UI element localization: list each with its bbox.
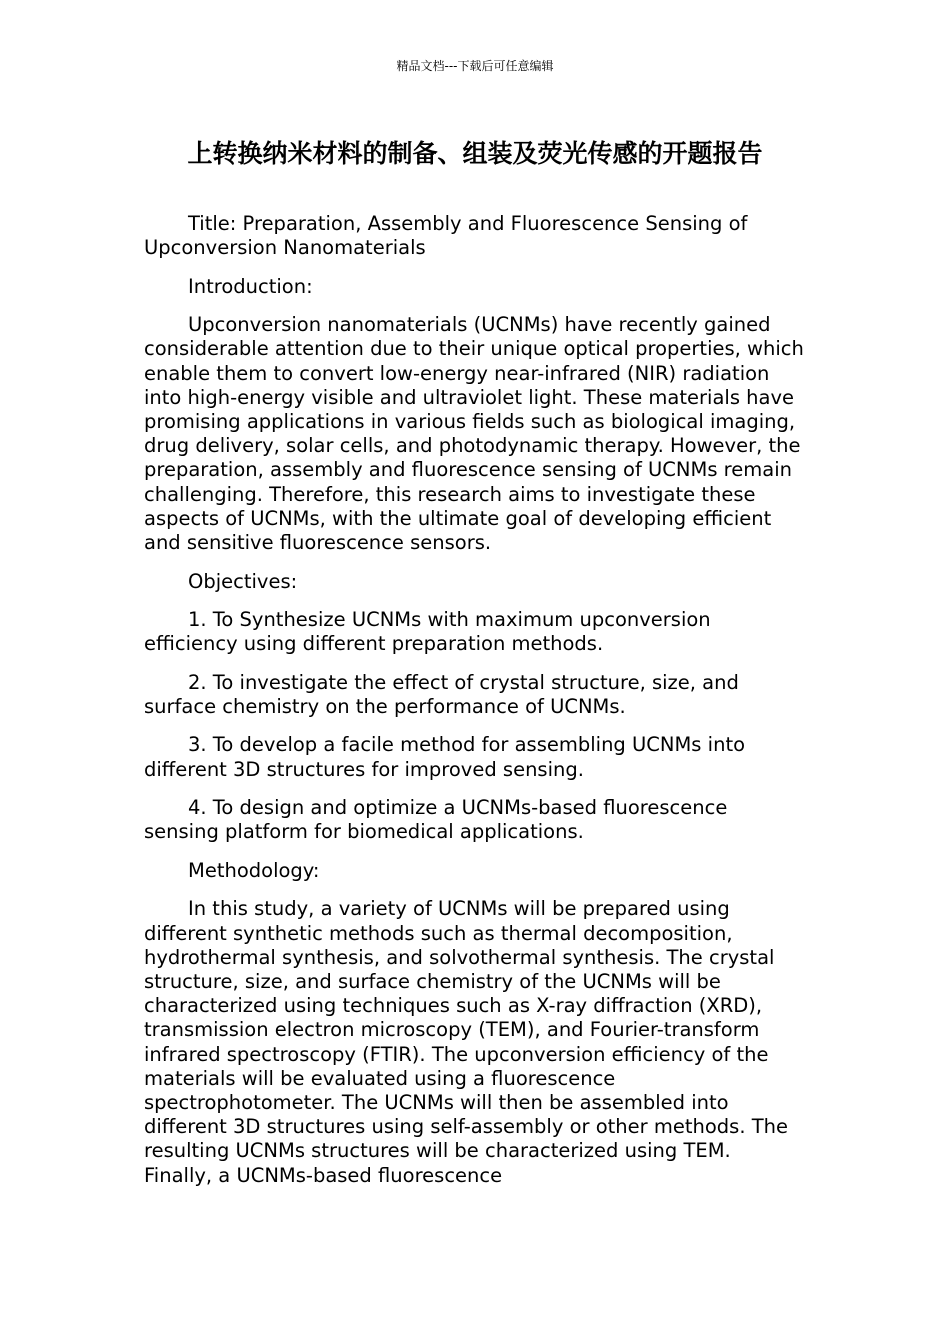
document-title: 上转换纳米材料的制备、组装及荧光传感的开题报告 [187,139,763,168]
paragraph-methodology: In this study, a variety of UCNMs will be prepared using different synthetic methods such as thermal decomposition, hydrothermal synthesis, and solvothermal synthesis. The crystal structure, size, and surface chemistry of the UCNMs will be characterized using techniques such as X-ray diffraction (XRD), transmission electron microscopy (TEM), and Fourier-transform infrared spectroscopy (FTIR). The upconversion efficiency of the materials will be evaluated using a fluorescence spectrophotometer. The UCNMs will then be assembled into different 3D structures using self-assembly or other methods. The resulting UCNMs structures will be characterized using TEM. Finally, a UCNMs-based fluorescence [144,897,788,1187]
document-body [144,212,804,1202]
paragraph-objectives-heading: Objectives: [188,569,298,593]
paragraph-introduction-heading: Introduction: [188,274,313,298]
page-header: 精品文档---下载后可任意编辑 [396,59,554,73]
paragraph-objective-4: 4. To design and optimize a UCNMs-based fluorescence sensing platform for biomedical applications. [144,796,728,844]
paragraph-objective-2: 2. To investigate the effect of crystal structure, size, and surface chemistry on the performance of UCNMs. [144,670,739,718]
paragraph-objective-3: 3. To develop a facile method for assembling UCNMs into different 3D structures for improved sensing. [144,733,746,781]
paragraph-objective-1: 1. To Synthesize UCNMs with maximum upconversion efficiency using different preparation methods. [144,608,711,656]
paragraph-title: Title: Preparation, Assembly and Fluorescence Sensing of Upconversion Nanomaterials [144,212,748,260]
paragraph-methodology-heading: Methodology: [188,858,320,882]
paragraph-introduction: Upconversion nanomaterials (UCNMs) have recently gained considerable attention due to their unique optical properties, which enable them to convert low-energy near-infrared (NIR) radiation into high-energy visible and ultraviolet light. These materials have promising applications in various fields such as biological imaging, drug delivery, solar cells, and photodynamic therapy. However, the preparation, assembly and fluorescence sensing of UCNMs remain challenging. Therefore, this research aims to investigate these aspects of UCNMs, with the ultimate goal of developing efficient and sensitive fluorescence sensors. [144,313,804,555]
